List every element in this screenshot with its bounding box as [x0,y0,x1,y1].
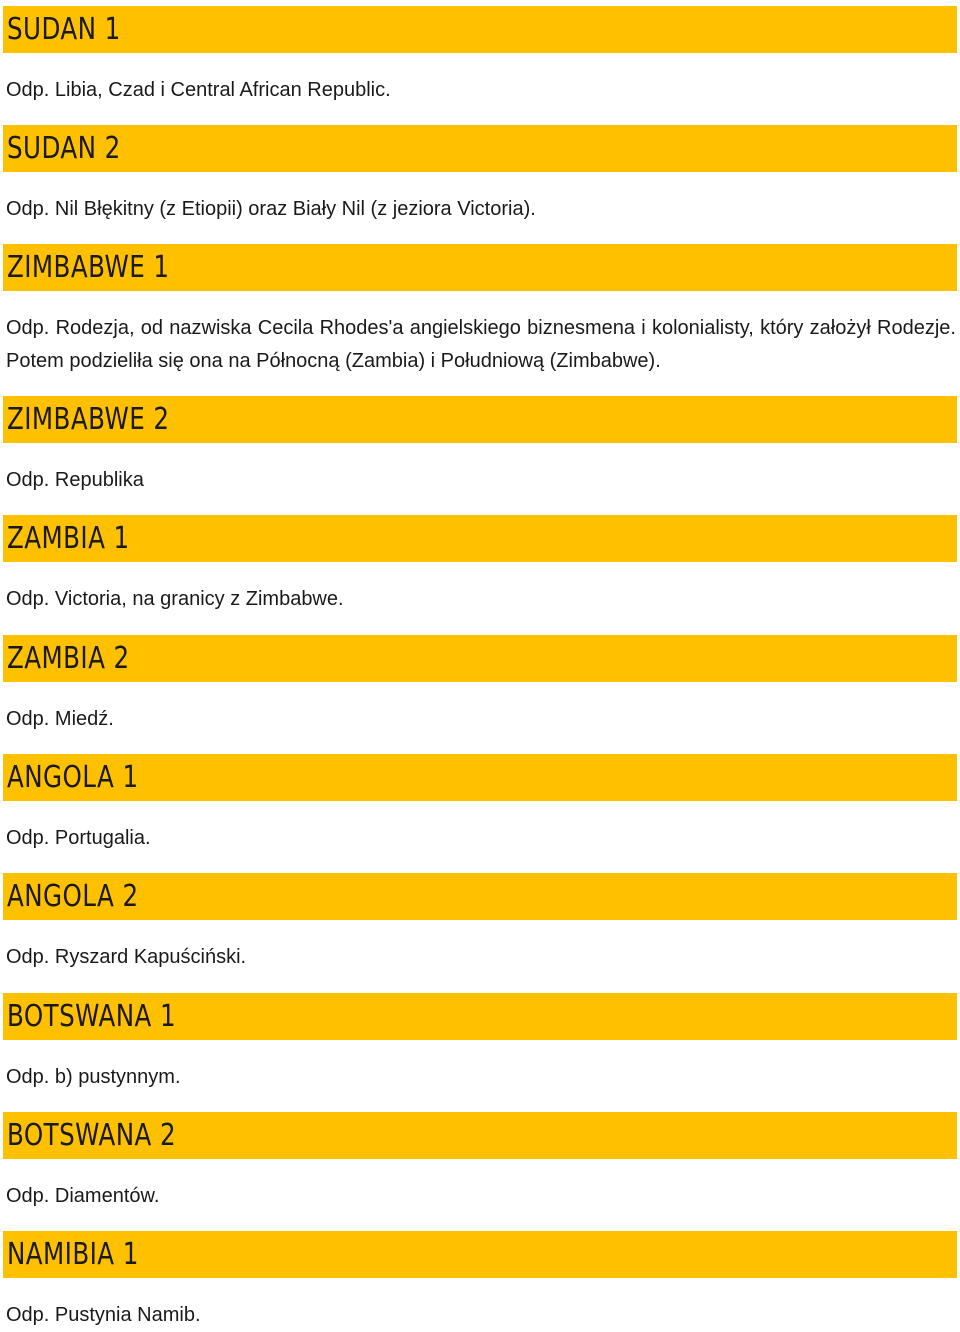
section-header-bar [3,396,957,443]
section-header-bar [3,635,957,682]
section-header-bar [3,1112,957,1159]
section-answer: Odp. Victoria, na granicy z Zimbabwe. [6,588,344,610]
section-title: ZAMBIA 2 [7,641,130,676]
section-title: ZIMBABWE 1 [7,250,170,285]
section-title: SUDAN 2 [7,131,121,166]
section-title: ZAMBIA 1 [7,521,130,556]
section-answer: Odp. Pustynia Namib. [6,1304,201,1326]
section-title: ANGOLA 2 [7,879,139,914]
section-header-bar [3,6,957,53]
section-answer: Odp. Portugalia. [6,827,151,849]
section-answer: Odp. Ryszard Kapuściński. [6,946,247,968]
section-answer: Odp. Miedź. [6,708,114,730]
section-header-bar [3,754,957,801]
section-answer: Odp. b) pustynnym. [6,1066,181,1088]
section-title: BOTSWANA 1 [7,999,177,1034]
section-title: BOTSWANA 2 [7,1118,177,1153]
section-title: ZIMBABWE 2 [7,402,170,437]
section-answer: Odp. Diamentów. [6,1185,160,1207]
section-answer: Odp. Libia, Czad i Central African Republic. [6,79,391,101]
section-answer: Odp. Republika [6,469,144,491]
section-title: NAMIBIA 1 [7,1237,139,1272]
section-header-bar [3,515,957,562]
section-title: ANGOLA 1 [7,760,139,795]
section-answer: Odp. Rodezja, od nazwiska Cecila Rhodes'a angielskiego biznesmena i kolonialisty, który założył Rodezje. Potem podzieliła się ona na Północną (Zambia) i Południową (Zimbabwe). [6,317,956,372]
section-header-bar [3,1231,957,1278]
section-answer: Odp. Nil Błękitny (z Etiopii) oraz Biały Nil (z jeziora Victoria). [6,198,536,220]
section-header-bar [3,244,957,291]
section-title: SUDAN 1 [7,12,121,47]
section-header-bar [3,873,957,920]
section-header-bar [3,125,957,172]
section-header-bar [3,993,957,1040]
